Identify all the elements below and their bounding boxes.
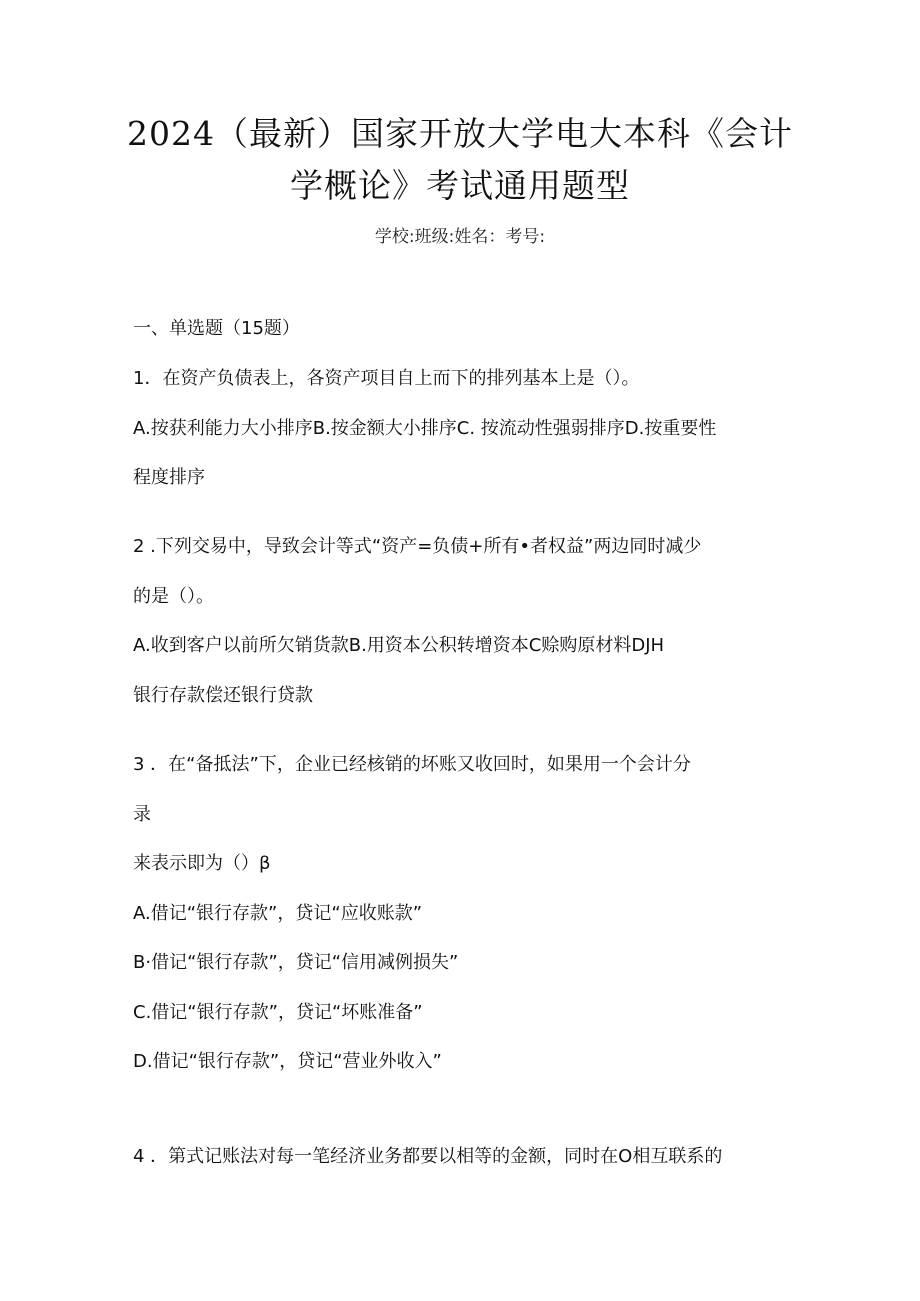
question-2-stem-cont: 的是（）。 xyxy=(133,586,214,607)
question-1-options: A.按获利能力大小排序B.按金额大小排序C. 按流动性强弱排序D.按重要性 xyxy=(133,418,717,439)
question-3-option-a: A.借记“银行存款”，贷记“应收账款” xyxy=(133,903,423,924)
question-2-stem: 2 .下列交易中，导致会计等式“资产=负债+所有•者权益”两边同时减少 xyxy=(133,536,702,557)
section-heading: 一、单选题（15题） xyxy=(133,318,300,339)
question-1-options-cont: 程度排序 xyxy=(133,467,205,488)
question-3-stem-cont-2: 来表示即为（）β xyxy=(133,853,271,874)
document-title-line-1: 2024（最新）国家开放大学电大本科《会计 xyxy=(127,114,793,153)
question-2-options: A.收到客户以前所欠销货款B.用资本公积转增资本C赊购原材料DJH xyxy=(133,635,665,656)
question-4-stem: 4 ．第式记账法对每一笔经济业务都要以相等的金额，同时在O相互联系的 xyxy=(133,1146,723,1167)
question-3-option-c: C.借记“银行存款”，贷记“坏账准备” xyxy=(133,1002,423,1023)
question-3-stem: 3 ．在“备抵法”下，企业已经核销的坏账又收回时，如果用一个会计分 xyxy=(133,754,691,775)
question-2-options-cont: 银行存款偿还银行贷款 xyxy=(133,685,313,706)
question-3-option-d: D.借记“银行存款”，贷记“营业外收入” xyxy=(133,1051,442,1072)
document-title-line-2: 学概论》考试通用题型 xyxy=(290,166,630,205)
question-3-option-b: B·借记“银行存款”，贷记“信用减例损失” xyxy=(133,952,459,973)
question-1-stem: 1．在资产负债表上，各资产项目自上而下的排列基本上是（）。 xyxy=(133,368,640,389)
question-3-stem-cont: 录 xyxy=(133,804,151,825)
student-info-line: 学校:班级:姓名：考号: xyxy=(374,227,546,247)
